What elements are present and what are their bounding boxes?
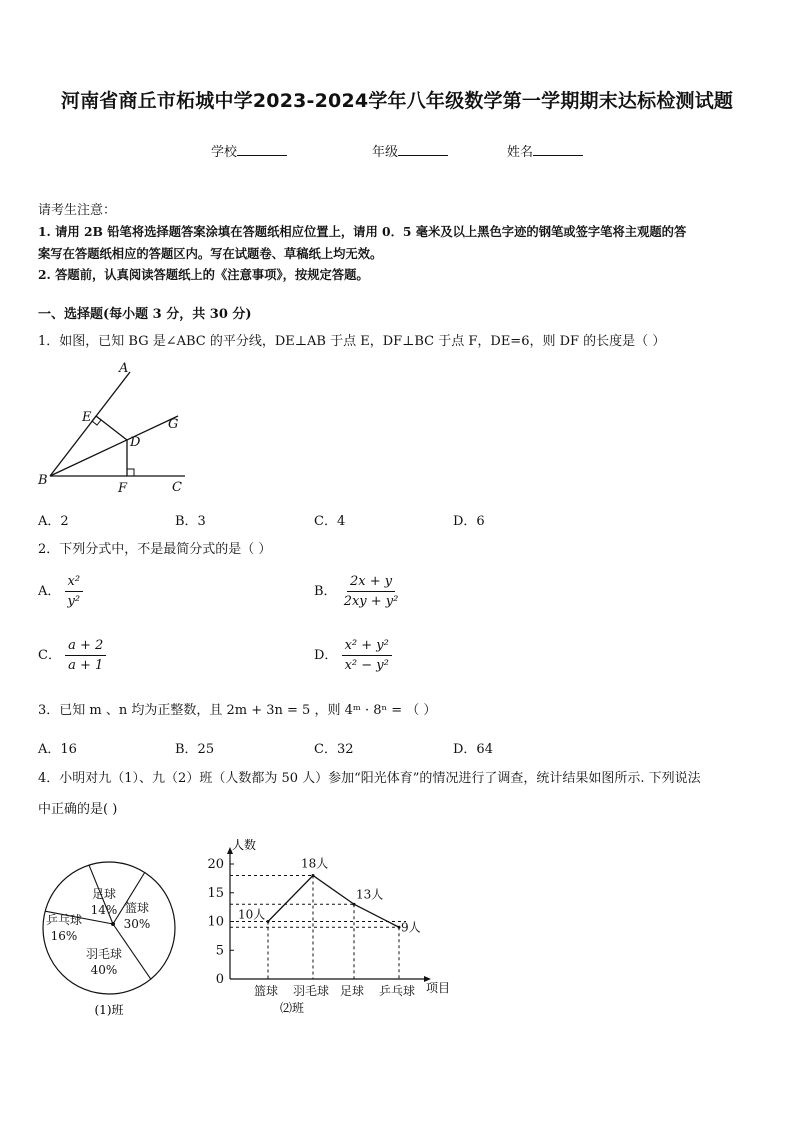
data-label: 13人 [356, 887, 384, 902]
q2-b-denominator: 2xy + y² [343, 594, 399, 609]
q2-option-a-fraction [65, 574, 84, 609]
school-label: 学校 [211, 145, 238, 160]
grade-blank [398, 143, 448, 156]
y-tick-label: 0 [215, 972, 224, 987]
q2-b-numerator: 2x + y [347, 574, 395, 592]
q3-text: 3．已知 m 、n 均为正整数，且 2m + 3n = 5 ，则 4ᵐ · 8ⁿ = （ ） [38, 703, 437, 718]
data-point [353, 903, 356, 906]
q2-d-denominator: x² − y² [344, 658, 389, 673]
q1-option-d[interactable]: D．6 [453, 514, 485, 529]
right-angle-mark-f [127, 469, 134, 476]
q2-option-a-label: A． [38, 584, 61, 599]
q2-d-numerator: x² + y² [342, 638, 392, 656]
notice-heading: 请考生注意： [38, 203, 117, 218]
pie-caption: (1)班 [94, 1003, 124, 1017]
school-blank [237, 143, 287, 156]
notice-line1b: 案写在答题纸相应的答题区内。写在试题卷、草稿纸上均无效。 [38, 246, 383, 261]
line-chart [196, 834, 466, 1024]
q2-option-d-fraction [342, 638, 392, 673]
grade-label: 年级 [372, 145, 399, 160]
q2-option-d-label: D． [314, 648, 338, 663]
q3-option-a[interactable]: A．16 [38, 742, 77, 757]
q3-option-c[interactable]: C．32 [314, 742, 354, 757]
pie-chart [34, 828, 184, 1028]
pie-slice-name: 乒乓球 [45, 913, 83, 927]
q2-option-b-fraction [341, 574, 402, 609]
q2-c-denominator: a + 1 [68, 658, 104, 673]
y-tick-label: 5 [215, 943, 224, 959]
notice-line1a: 1. 请用 2B 铅笔将选择题答案涂填在答题纸相应位置上，请用 0．5 毫米及以上黑色字迹的钢笔或签字笔将主观题的答 [38, 224, 687, 239]
x-category-label: 足球 [339, 984, 365, 998]
pie-slice-name: 篮球 [124, 901, 150, 915]
pie-slice-name: 羽毛球 [85, 947, 123, 961]
label-f: F [118, 481, 128, 496]
x-category-label: 羽毛球 [292, 984, 330, 998]
page-title: 河南省商丘市柘城中学2023-2024学年八年级数学第一学期期末达标检测试题 [60, 90, 734, 112]
q4-text-line1: 4．小明对九（1）、九（2）班（人数都为 50 人）参加“阳光体育”的情况进行了调查，统计结果如图所示. 下列说法 [38, 771, 701, 786]
q1-text: 1．如图，已知 BG 是∠ABC 的平分线，DE⊥AB 于点 E，DF⊥BC 于点 F，DE=6，则 DF 的长度是（ ） [38, 334, 666, 349]
school-field [211, 141, 287, 160]
data-point [312, 874, 315, 877]
label-b: B [38, 473, 48, 488]
q2-option-c-fraction [65, 638, 106, 673]
name-label: 姓名 [507, 145, 534, 160]
q2-a-numerator: x² [65, 574, 84, 592]
x-category-label: 乒乓球 [378, 984, 416, 998]
q2-option-b-label: B． [314, 584, 337, 599]
line-chart-xlabel: 项目 [426, 981, 451, 995]
q1-option-a[interactable]: A．2 [38, 514, 69, 529]
name-field [507, 141, 583, 160]
pie-slice-percent: 16% [50, 929, 78, 943]
line-series [268, 876, 399, 928]
label-c: C [172, 480, 182, 495]
q3-option-d[interactable]: D．64 [453, 742, 493, 757]
pie-slice-percent: 40% [90, 963, 118, 977]
ray-bg [50, 416, 178, 476]
label-e: E [82, 410, 92, 425]
q2-a-denominator: y² [67, 594, 81, 609]
label-a: A [119, 361, 129, 376]
pie-center-dot [111, 922, 115, 926]
q2-option-c-label: C． [38, 648, 61, 663]
q2-option-c[interactable] [38, 638, 106, 673]
section-heading: 一、选择题(每小题 3 分，共 30 分) [38, 307, 252, 322]
q3-option-b[interactable]: B．25 [175, 742, 215, 757]
pie-slice-percent: 30% [123, 917, 151, 931]
notice-line2: 2. 答题前，认真阅读答题纸上的《注意事项》，按规定答题。 [38, 267, 369, 282]
q1-option-c[interactable]: C．4 [314, 514, 346, 529]
y-tick-label: 10 [207, 914, 224, 930]
grade-field [372, 141, 448, 160]
line-chart-caption: ⑵班 [279, 1001, 305, 1015]
pie-slice-name: 足球 [91, 887, 117, 901]
data-label: 10人 [238, 907, 266, 922]
line-chart-ylabel: 人数 [232, 838, 257, 852]
q2-option-d[interactable] [314, 638, 392, 673]
q2-option-b[interactable] [314, 574, 401, 609]
q2-c-numerator: a + 2 [65, 638, 106, 656]
y-tick-label: 15 [207, 885, 224, 901]
x-category-label: 篮球 [253, 984, 279, 998]
data-point [267, 920, 270, 923]
q2-text: 2．下列分式中，不是最简分式的是（ ） [38, 542, 272, 557]
name-blank [533, 143, 583, 156]
data-label: 9人 [401, 920, 421, 935]
q1-geometry-figure [30, 358, 200, 498]
y-tick-label: 20 [207, 857, 224, 872]
label-d: D [130, 435, 141, 450]
q1-option-b[interactable]: B．3 [175, 514, 206, 529]
label-g: G [168, 417, 179, 432]
q4-text-line2: 中正确的是( ) [38, 802, 118, 817]
q2-option-a[interactable] [38, 574, 83, 609]
data-label: 18人 [301, 856, 329, 871]
pie-slice-percent: 14% [90, 903, 118, 917]
